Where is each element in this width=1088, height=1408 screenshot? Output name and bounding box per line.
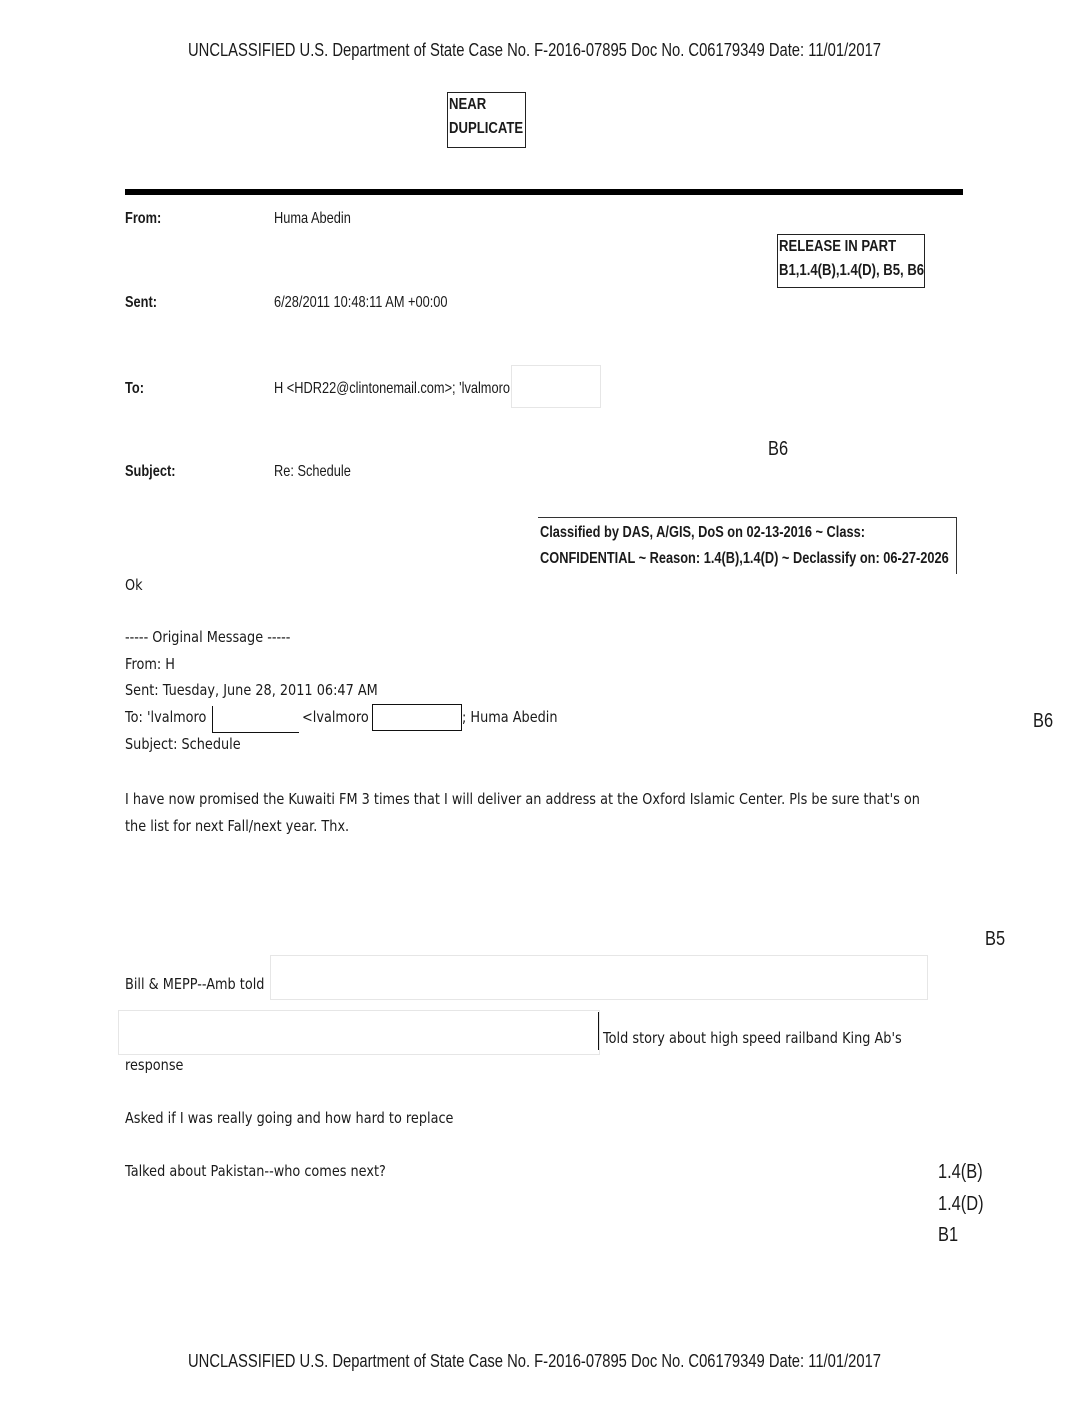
from-value: Huma Abedin <box>274 210 351 227</box>
redaction-edge <box>598 1012 599 1050</box>
original-sent: Sent: Tuesday, June 28, 2011 06:47 AM <box>125 681 378 699</box>
original-to-middle: <lvalmoro <box>302 708 369 726</box>
subject-value: Re: Schedule <box>274 463 351 480</box>
to-value: H <HDR22@clintonemail.com>; 'lvalmoro <box>274 380 510 397</box>
code-b1: B1 <box>938 1224 959 1246</box>
b5-exemption: B5 <box>985 928 1006 950</box>
code-1-4b: 1.4(B) <box>938 1161 983 1183</box>
original-separator: ----- Original Message ----- <box>125 628 291 646</box>
header-rule <box>125 189 963 195</box>
note-told-story: Told story about high speed railband King Ab's <box>603 1029 902 1047</box>
classification-footer: UNCLASSIFIED U.S. Department of State Case No. F-2016-07895 Doc No. C06179349 Date: 11/01/2017 <box>188 1351 882 1371</box>
subject-label: Subject: <box>125 463 176 480</box>
note-bill-mepp: Bill & MEPP--Amb told <box>125 975 265 993</box>
classification-header: UNCLASSIFIED U.S. Department of State Case No. F-2016-07895 Doc No. C06179349 Date: 11/01/2017 <box>188 40 882 60</box>
redaction-box <box>511 365 601 408</box>
to-label: To: <box>125 380 144 397</box>
classification-line-2: CONFIDENTIAL ~ Reason: 1.4(B),1.4(D) ~ Declassify on: 06-27-2026 <box>540 550 949 567</box>
near-label: NEAR <box>449 96 487 113</box>
near-duplicate-stamp <box>447 92 526 148</box>
sent-value: 6/28/2011 10:48:11 AM +00:00 <box>274 294 448 311</box>
classification-box <box>538 517 957 574</box>
reply-text: Ok <box>125 576 143 594</box>
sent-label: Sent: <box>125 294 157 311</box>
release-in-part-stamp <box>777 234 925 288</box>
from-label: From: <box>125 210 162 227</box>
redaction-box <box>212 706 299 733</box>
original-from: From: H <box>125 655 175 673</box>
release-codes: B1,1.4(B),1.4(D), B5, B6 <box>779 262 925 279</box>
note-asked: Asked if I was really going and how hard to replace <box>125 1109 454 1127</box>
redaction-box <box>372 704 462 731</box>
redaction-box <box>270 955 928 1000</box>
duplicate-label: DUPLICATE <box>449 120 524 137</box>
redaction-box <box>118 1010 600 1055</box>
release-title: RELEASE IN PART <box>779 238 897 255</box>
note-response: response <box>125 1056 184 1074</box>
body-paragraph-line-2: the list for next Fall/next year. Thx. <box>125 817 350 835</box>
b6-exemption-right: B6 <box>1033 710 1054 732</box>
original-to-prefix: To: 'lvalmoro <box>125 708 207 726</box>
original-to-suffix: ; Huma Abedin <box>462 708 558 726</box>
body-paragraph-line-1: I have now promised the Kuwaiti FM 3 times that I will deliver an address at the Oxford Islamic Center. Pls be sure that's on <box>125 790 920 808</box>
classification-line-1: Classified by DAS, A/GIS, DoS on 02-13-2016 ~ Class: <box>540 524 865 541</box>
b6-exemption: B6 <box>768 438 789 460</box>
note-talked: Talked about Pakistan--who comes next? <box>125 1162 386 1180</box>
code-1-4d: 1.4(D) <box>938 1193 984 1215</box>
original-subject: Subject: Schedule <box>125 735 241 753</box>
